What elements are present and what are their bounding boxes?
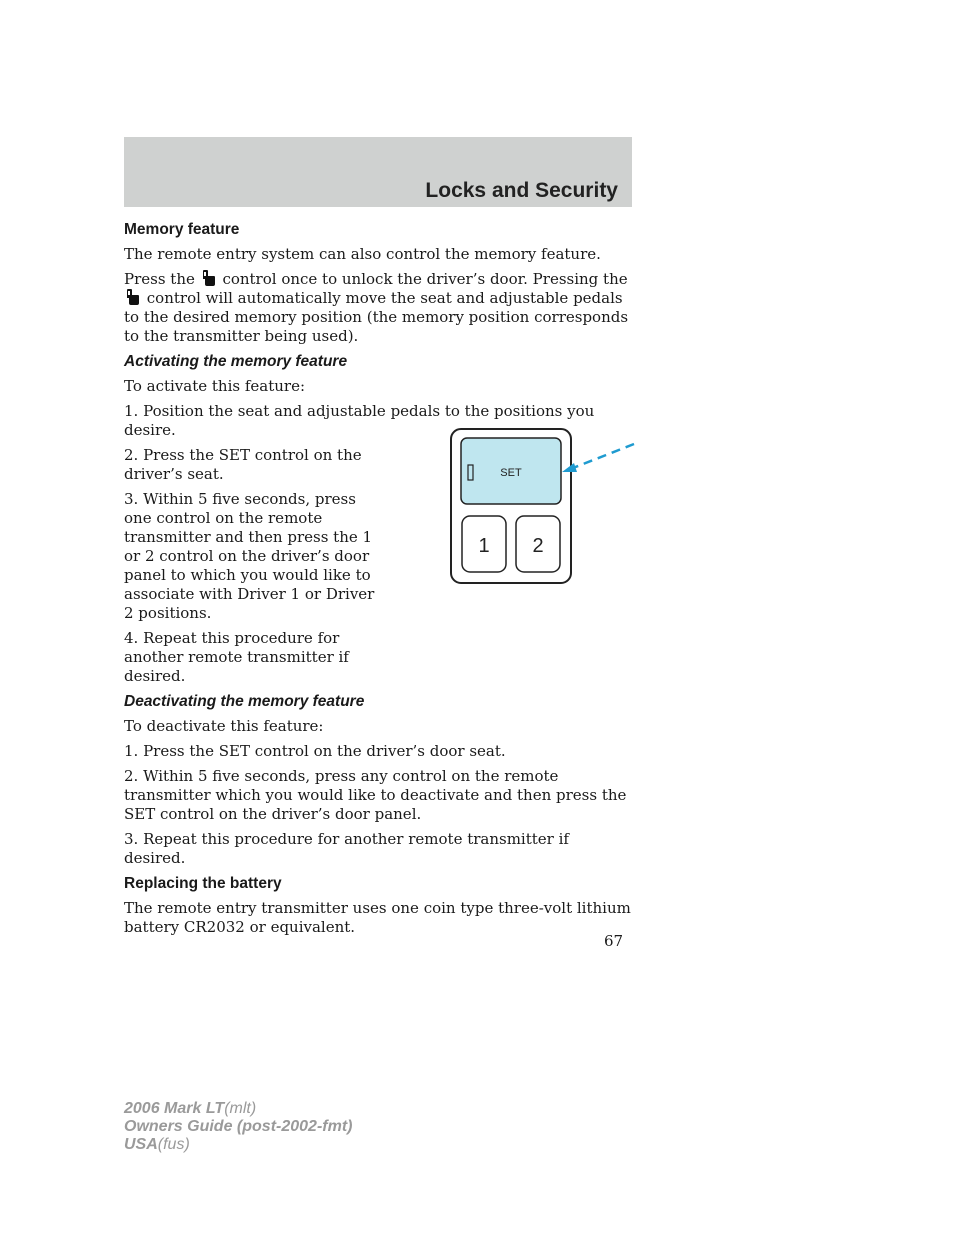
battery-text: The remote entry transmitter uses one coin type three-volt lithium battery CR2032 or equivalent. bbox=[124, 899, 631, 936]
activating-step-2: 2. Press the SET control on the driver’s seat. bbox=[124, 446, 362, 483]
set-label: SET bbox=[500, 467, 522, 479]
activating-step-1: 1. Position the seat and adjustable pedals to the positions you desire. bbox=[124, 402, 595, 439]
deactivating-heading: Deactivating the memory feature bbox=[124, 693, 365, 710]
deactivating-step-1: 1. Press the SET control on the driver’s door seat. bbox=[124, 742, 506, 760]
page-number: 67 bbox=[604, 932, 624, 950]
deactivating-intro: To deactivate this feature: bbox=[124, 717, 324, 735]
battery-heading: Replacing the battery bbox=[124, 875, 282, 892]
button-2-label: 2 bbox=[532, 535, 544, 557]
activating-intro: To activate this feature: bbox=[124, 377, 306, 395]
unlock-icon bbox=[202, 270, 216, 286]
header-band bbox=[124, 137, 632, 207]
activating-heading: Activating the memory feature bbox=[124, 353, 348, 370]
unlock-icon bbox=[126, 289, 140, 305]
deactivating-step-3: 3. Repeat this procedure for another remote transmitter if desired. bbox=[124, 830, 569, 867]
footer: 2006 Mark LT(mlt) Owners Guide (post-2002-fmt) USA(fus) bbox=[124, 1100, 353, 1153]
memory-control-diagram bbox=[448, 426, 640, 588]
deactivating-step-2: 2. Within 5 five seconds, press any control on the remote transmitter which you would like to deactivate and then press the SET control on the driver’s door panel. bbox=[124, 767, 627, 823]
activating-step-4: 4. Repeat this procedure for another remote transmitter if desired. bbox=[124, 629, 349, 685]
section-title: Locks and Security bbox=[425, 179, 618, 202]
leader-line bbox=[573, 444, 634, 468]
memory-intro: The remote entry system can also control the memory feature. bbox=[124, 245, 601, 263]
memory-press-paragraph: Press the control once to unlock the driver’s door. Pressing the control will automatically move the seat and adjustable pedals to the desired memory position (the memory position corresponds to the transmitter being used). bbox=[124, 270, 629, 345]
activating-step-3: 3. Within 5 five seconds, press one control on the remote transmitter and then press the 1 or 2 control on the driver’s door panel to which you would like to associate with Driver 1 or Driver 2 positions. bbox=[124, 490, 375, 622]
memory-heading: Memory feature bbox=[124, 221, 240, 238]
button-1-label: 1 bbox=[478, 535, 490, 557]
